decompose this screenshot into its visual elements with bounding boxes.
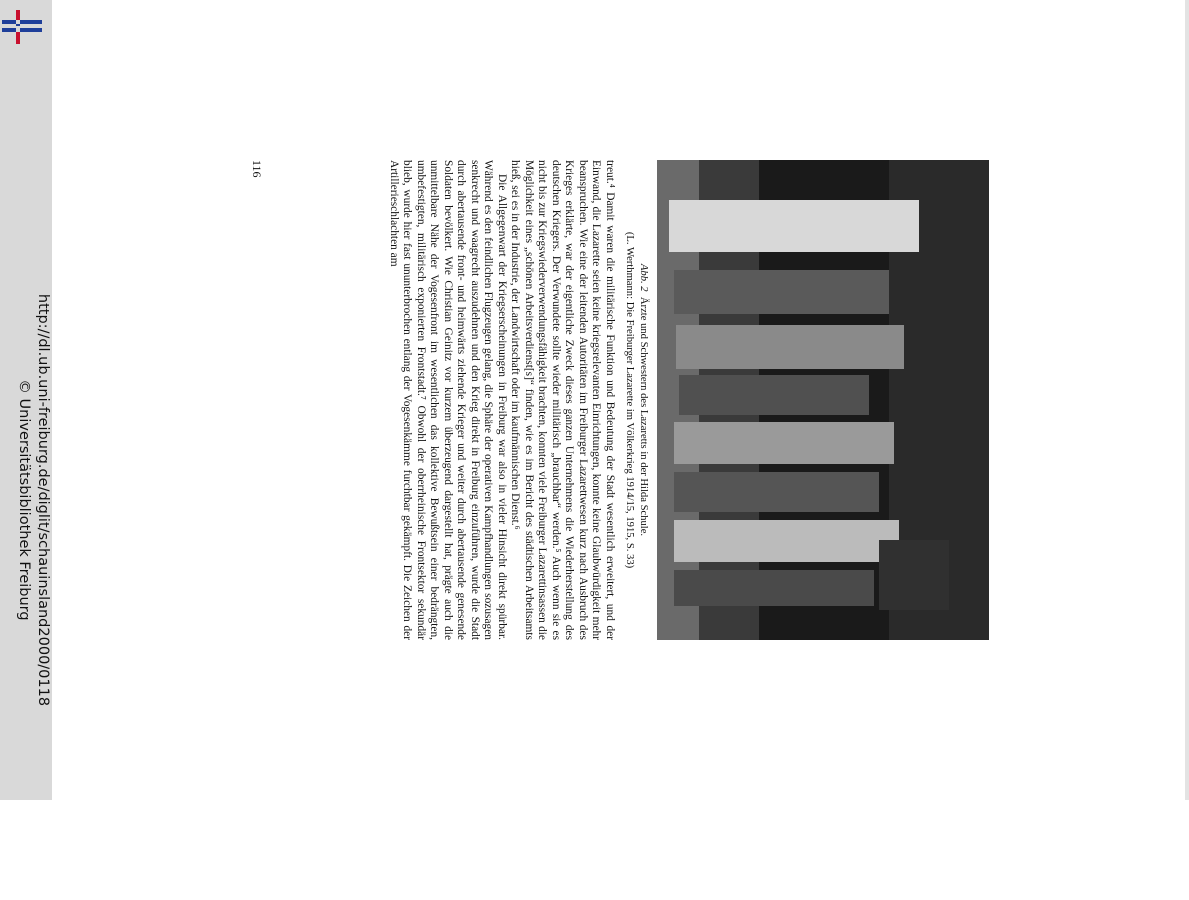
- caption-title: Ärzte und Schwestern des Lazaretts in der Hilda Schule.: [638, 296, 649, 537]
- figure-caption: [622, 160, 650, 640]
- historical-photo: [657, 160, 989, 640]
- body-text: [387, 160, 617, 640]
- copyright-notice: © Universitätsbibliothek Freiburg: [16, 379, 32, 621]
- permalink-url[interactable]: http://dl.ub.uni-freiburg.de/diglit/schauinsland2000/0118: [35, 293, 51, 707]
- caption-line-2: (L. Werthmann: Die Freiburger Lazarette im Völkerkrieg 1914/15, 1915, S. 33): [624, 231, 635, 569]
- caption-label: Abb. 2: [638, 263, 649, 292]
- paragraph-1: treut.⁴ Damit waren die militärische Funktion und Bedeutung der Stadt wesentlich erweitert, und der Einwand, die Lazarette seien keine kriegsrelevanten Einrichtungen, konnte keine Glaubwürdigkeit mehr beanspruchen. Wie eine der leitenden Autoritäten im Freiburger Lazarettwesen kurz nach Ausbruch des Krieges erklärte, war der eigentliche Zweck dieses ganzen Unternehmens die Wiederherstellung des deutschen Kriegers. Der Verwundete sollte wieder militärisch „brauchbar“ werden.⁵ Auch wenn sie es nicht bis zur Kriegswiederverwendungsfähigkeit brachten, konnten viele Freiburger Lazarettinsassen die Möglichkeit eines „schönen Arbeitsverdienst[s]“ finden, wie es im Bericht des städtischen Arbeitsamts hieß, sei es in der Industrie, der Landwirtschaft oder im kaufmännischen Dienst.⁶: [509, 160, 616, 640]
- page-number: 116: [250, 160, 264, 178]
- paragraph-2: Die Allgegenwart der Kriegserscheinungen in Freiburg war also in vieler Hinsicht direkt spürbar. Während es den feindlichen Flugzeugen gelang, die Sphäre der operativen Kampfhandlungen sozusagen senkrecht und waagrecht auszudehnen und den Krieg direkt in Freiburg einzuführen, wurde die Stadt durch abertausende front- und heimwärts ziehende Krieger und weiter durch abertausende genesende Soldaten bevölkert. Wie Christian Geinitz vor kurzem überzeugend dargestellt hat, prägte auch die unmittelbare Nähe der Vogesenfront im wesentlichen das kollektive Bewußtsein einer bedrängten, umbefestigten, militärisch exponierten Frontstadt.⁷ Obwohl der oberrheinische Frontsektor sekundär blieb, wurde hier fast ununterbrochen entlang der Vogesenkämme furchtbar gekämpft. Die Zeichen der Artillerieschlachten am: [388, 160, 508, 640]
- caption-line-1: [636, 160, 650, 640]
